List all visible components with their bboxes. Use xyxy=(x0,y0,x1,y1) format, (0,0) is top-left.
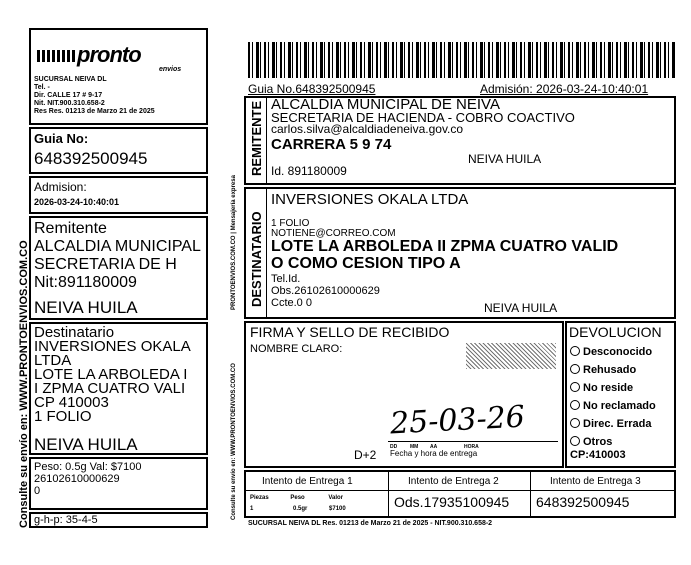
rem-city: NEIVA HUILA xyxy=(468,152,542,166)
handwritten-date: 25-03-26 xyxy=(389,399,526,442)
right-destinatario-box xyxy=(244,187,676,319)
left-footer-box xyxy=(29,512,208,528)
dest-city: NEIVA HUILA xyxy=(484,301,558,315)
dest-name: INVERSIONES OKALA LTDA xyxy=(271,191,469,208)
peso-block: Peso: 0.5g Val: $7100 26102610000629 0 xyxy=(34,461,142,497)
left-admision-box xyxy=(29,176,208,214)
rem-id: Id. 891180009 xyxy=(271,164,347,178)
option-desconocido[interactable]: Desconocido xyxy=(570,343,656,361)
intento-2: Intento de Entrega 2 xyxy=(408,476,499,487)
right-footer: SUCURSAL NEIVA DL Res. 01213 de Marzo 21 de 2025 - NIT.900.310.658-2 xyxy=(248,520,493,527)
devolucion-cp: CP:410003 xyxy=(570,449,626,461)
intento-1: Intento de Entrega 1 xyxy=(262,476,353,487)
ods-number: Ods.17935100945 xyxy=(394,494,510,510)
stamp-smudge xyxy=(466,343,556,369)
dest-folio: 1 FOLIO xyxy=(271,218,310,229)
intentos-box xyxy=(244,470,676,518)
destinatario-block: Destinatario INVERSIONES OKALA LTDA LOTE LA ARBOLEDA I I ZPMA CUATRO VALI CP 410003 1 FOLIO xyxy=(34,324,191,425)
admision-label: Admision: xyxy=(34,180,87,194)
left-destinatario-box xyxy=(29,322,208,455)
option-otros[interactable]: Otros xyxy=(570,433,656,451)
destinatario-side-label: DESTINATARIO xyxy=(249,211,264,307)
option-no-reclamado[interactable]: No reclamado xyxy=(570,397,656,415)
left-logo-box xyxy=(29,28,208,125)
option-no-reside[interactable]: No reside xyxy=(570,379,656,397)
option-rehusado[interactable]: Rehusado xyxy=(570,361,656,379)
guia-number: 648392500945 xyxy=(34,149,148,168)
barcode xyxy=(248,42,676,78)
rem-line2: SECRETARIA DE HACIENDA - COBRO COACTIVO xyxy=(271,110,575,125)
piezas-values: 1 0.5gr $7100 xyxy=(250,506,346,512)
left-remitente-box xyxy=(29,216,208,320)
devolucion-title: DEVOLUCION xyxy=(569,324,662,340)
right-guia-label: Guia No.648392500945 xyxy=(248,82,376,96)
right-remitente-box xyxy=(244,96,676,185)
right-admision-label: Admisión: 2026-03-24-10:40:01 xyxy=(480,82,649,96)
guia-label: Guia No: xyxy=(34,131,89,146)
admision-value: 2026-03-24-10:40:01 xyxy=(34,197,120,207)
option-direc-errada[interactable]: Direc. Errada xyxy=(570,415,656,433)
devolucion-box xyxy=(565,321,676,468)
left-side-url: Consulte su envío en: WWW.PRONTOENVIOS.COM.CO xyxy=(18,240,30,528)
left-peso-box xyxy=(29,457,208,510)
rem-email: carlos.silva@alcaldiadeneiva.gov.co xyxy=(271,122,464,136)
mid-side-text: PRONTOENVIOS.COM.CO | Mensajería expresa xyxy=(231,175,237,310)
left-guia-box xyxy=(29,127,208,174)
dest-addr: LOTE LA ARBOLEDA II ZPMA CUATRO VALID O COMO CESION TIPO A xyxy=(271,238,619,272)
rem-address: CARRERA 5 9 74 xyxy=(271,136,392,153)
nombre-claro: NOMBRE CLARO: xyxy=(250,343,343,355)
date-row: DD MM AA HORA Fecha y hora de entrega xyxy=(388,441,558,442)
dest-extra: Tel.Id. Obs.26102610000629 Ccte.0 0 xyxy=(271,273,380,309)
consult-side-text: Consulte su envío en: WWW.PRONTOENVIOS.COM.CO xyxy=(231,363,237,520)
footer-code: g-h-p: 35-4-5 xyxy=(34,514,98,526)
piezas-headers: Piezas Peso Valor xyxy=(250,495,344,501)
brand-sub: envios xyxy=(159,66,182,73)
dest-email: NOTIENE@CORREO.COM xyxy=(271,228,396,239)
guia-box-number: 648392500945 xyxy=(536,494,630,510)
firma-title: FIRMA Y SELLO DE RECIBIDO xyxy=(250,324,450,340)
remitente-block: Remitente ALCALDIA MUNICIPAL SECRETARIA DE H Nit:891180009 xyxy=(34,220,201,291)
remitente-city: NEIVA HUILA xyxy=(34,298,138,317)
rem-line1: ALCALDIA MUNICIPAL DE NEIVA xyxy=(271,96,500,113)
d-plus-2: D+2 xyxy=(354,448,377,462)
remitente-side-label: REMITENTE xyxy=(249,100,264,176)
devolucion-options xyxy=(570,343,656,451)
destinatario-city: NEIVA HUILA xyxy=(34,435,138,454)
brand-logo: pronto xyxy=(37,42,141,68)
firma-box xyxy=(244,321,564,468)
sender-info: SUCURSAL NEIVA DL Tel. - Dir. CALLE 17 # 9-17 Nit. NIT.900.310.658-2 Res Res. 01213 de Marzo 21 de 2025 xyxy=(34,76,155,115)
intento-3: Intento de Entrega 3 xyxy=(550,476,641,487)
